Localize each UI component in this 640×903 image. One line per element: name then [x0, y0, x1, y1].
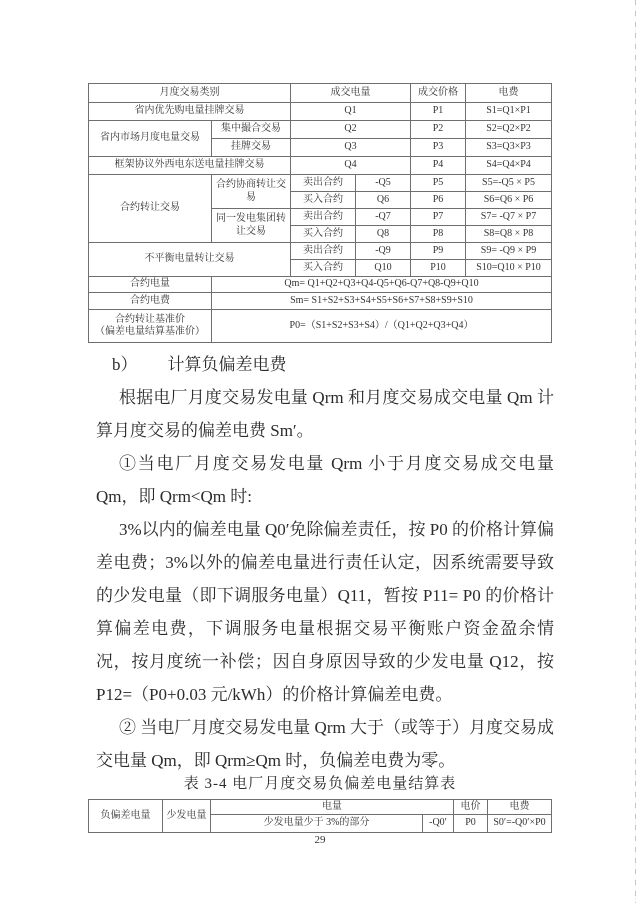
t1-r10-q: Q10 [356, 260, 411, 277]
t1-r13-label-line1: 合约转让基准价 [115, 313, 185, 325]
paragraph-1: 根据电厂月度交易发电量 Qrm 和月度交易成交电量 Qm 计算月度交易的偏差电费 Sm′。 [96, 388, 554, 440]
t1-r10-p: P10 [411, 260, 466, 277]
t1-header-volume: 成交电量 [291, 84, 411, 103]
t1-r8-q: Q8 [356, 226, 411, 243]
t1-r5-q: -Q5 [356, 175, 411, 192]
t2-header-fee: 电费 [488, 800, 552, 815]
t1-r6-p: P6 [411, 192, 466, 209]
t1-r12-label: 合约电费 [89, 293, 212, 310]
t1-r6-s: S6=Q6 × P6 [466, 192, 552, 209]
t1-r3-q: Q3 [291, 139, 411, 157]
t1-r7-sub: 同一发电集团转让交易 [212, 209, 291, 243]
t1-r5-group: 合约转让交易 [89, 175, 212, 243]
t1-r3-label: 挂牌交易 [212, 139, 291, 157]
paragraph-3: 3%以内的偏差电量 Q0′免除偏差责任，按 P0 的价格计算偏差电费；3%以外的偏差电量进行责任认定，因系统需要导致的少发电量（即下调服务电量）Q11，暂按 P11= P0 的价格计算偏差电费，下调服务电量根据交易平衡账户资金盈余情况，按月度统一补偿；因自身原因导致的少发电量 Q12，按 P12=（P0+0.03 元/kWh）的价格计算偏差电费。 [96, 520, 554, 704]
t1-r7-s: S7= -Q7 × P7 [466, 209, 552, 226]
t1-r4-label: 框架协议外西电东送电量挂牌交易 [89, 157, 291, 175]
t1-r4-s: S4=Q4×P4 [466, 157, 552, 175]
t1-r11-formula: Qm= Q1+Q2+Q3+Q4-Q5+Q6-Q7+Q8-Q9+Q10 [212, 277, 552, 293]
t1-r12-formula: Sm= S1+S2+S3+S4+S5+S6+S7+S8+S9+S10 [212, 293, 552, 310]
t1-r8-p: P8 [411, 226, 466, 243]
t1-r1-s: S1=Q1×P1 [466, 103, 552, 121]
t1-r9-q: -Q9 [356, 243, 411, 260]
t2-header-under-gen: 少发电量 [163, 800, 211, 833]
t2-header-neg-dev: 负偏差电量 [89, 800, 163, 833]
t1-r4-p: P4 [411, 157, 466, 175]
table-3-4-caption: 表 3-4 电厂月度交易负偏差电量结算表 [183, 776, 457, 792]
t1-r3-p: P3 [411, 139, 466, 157]
t1-r3-s: S3=Q3×P3 [466, 139, 552, 157]
t1-r7-side: 卖出合约 [291, 209, 356, 226]
t1-r11-label: 合约电量 [89, 277, 212, 293]
t1-r13-label [89, 310, 212, 343]
t1-r5-s: S5=-Q5 × P5 [466, 175, 552, 192]
t1-r2-group: 省内市场月度电量交易 [89, 121, 212, 157]
t1-r13-formula: P0=（S1+S2+S3+S4）/（Q1+Q2+Q3+Q4） [212, 310, 552, 343]
monthly-settlement-table [88, 83, 552, 343]
negative-deviation-table [88, 799, 552, 833]
t1-r2-q: Q2 [291, 121, 411, 139]
t1-r10-side: 买入合约 [291, 260, 356, 277]
t1-r1-label: 省内优先购电量挂牌交易 [89, 103, 291, 121]
t1-r1-p: P1 [411, 103, 466, 121]
t2-r1-q: -Q0′ [423, 815, 454, 833]
t1-r2-p: P2 [411, 121, 466, 139]
t1-r9-p: P9 [411, 243, 466, 260]
t1-r5-side: 卖出合约 [291, 175, 356, 192]
t1-r7-p: P7 [411, 209, 466, 226]
body-text [96, 348, 554, 777]
paragraph-2: ①当电厂月度交易发电量 Qrm 小于月度交易成交电量 Qm，即 Qrm<Qm 时: [96, 454, 554, 506]
scan-edge-artifact [635, 0, 636, 903]
t2-r1-p: P0 [454, 815, 488, 833]
paragraph-4: ② 当电厂月度交易发电量 Qrm 大于（或等于）月度交易成交电量 Qm，即 Qrm≥Qm 时，负偏差电费为零。 [96, 718, 554, 770]
t1-r9-label: 不平衡电量转让交易 [89, 243, 291, 277]
t1-r2-s: S2=Q2×P2 [466, 121, 552, 139]
t1-r13-label-line2: （偏差电量结算基准价） [95, 326, 205, 337]
section-heading-title: 计算负偏差电费 [167, 355, 287, 374]
t1-r7-q: -Q7 [356, 209, 411, 226]
t1-header-price: 成交价格 [411, 84, 466, 103]
t2-header-volume: 电量 [211, 800, 454, 815]
t1-r6-q: Q6 [356, 192, 411, 209]
section-heading [96, 348, 554, 381]
t1-r5-p: P5 [411, 175, 466, 192]
t2-r1-desc: 少发电量少于 3%的部分 [211, 815, 423, 833]
t1-r8-s: S8=Q8 × P8 [466, 226, 552, 243]
t1-r2-label: 集中撮合交易 [212, 121, 291, 139]
section-heading-marker: b） [112, 355, 138, 374]
t1-header-category: 月度交易类别 [89, 84, 291, 103]
t1-r5-sub: 合约协商转让交易 [212, 175, 291, 209]
t1-header-fee: 电费 [466, 84, 552, 103]
t1-r10-s: S10=Q10 × P10 [466, 260, 552, 277]
t1-r9-s: S9= -Q9 × P9 [466, 243, 552, 260]
t1-r6-side: 买入合约 [291, 192, 356, 209]
page-number: 29 [314, 834, 326, 846]
t2-r1-s: S0′=-Q0′×P0 [488, 815, 552, 833]
t2-header-price: 电价 [454, 800, 488, 815]
t1-r8-side: 买入合约 [291, 226, 356, 243]
t1-r4-q: Q4 [291, 157, 411, 175]
t1-r1-q: Q1 [291, 103, 411, 121]
t1-r9-side: 卖出合约 [291, 243, 356, 260]
